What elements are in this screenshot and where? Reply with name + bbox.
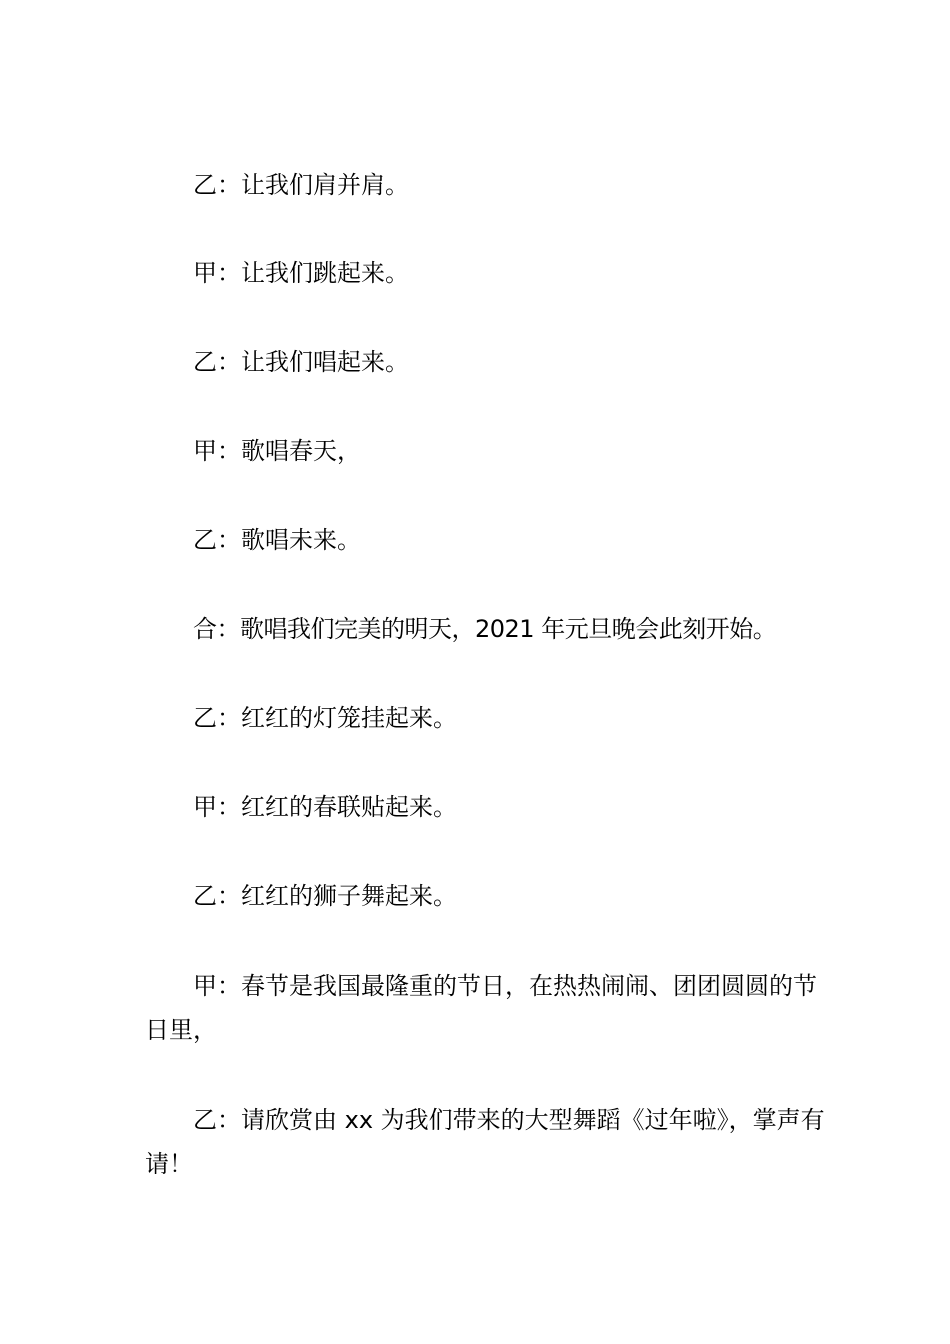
dialogue-line: 乙：让我们肩并肩。 — [193, 171, 409, 199]
dialogue-line: 乙：歌唱未来。 — [193, 526, 361, 554]
dialogue-line: 甲：春节是我国最隆重的节日，在热热闹闹、团团圆圆的节日里， — [145, 972, 817, 1044]
dialogue-line: 乙：红红的灯笼挂起来。 — [193, 704, 457, 732]
dialogue-line: 乙：让我们唱起来。 — [193, 348, 409, 376]
dialogue-line: 乙：请欣赏由 xx 为我们带来的大型舞蹈《过年啦》，掌声有请！ — [145, 1106, 825, 1178]
dialogue-line: 合：歌唱我们完美的明天，2021 年元旦晚会此刻开始。 — [193, 615, 777, 643]
dialogue-line: 甲：红红的春联贴起来。 — [193, 793, 457, 821]
dialogue-line: 甲：让我们跳起来。 — [193, 259, 409, 287]
dialogue-line: 乙：红红的狮子舞起来。 — [193, 882, 457, 910]
dialogue-line: 甲：歌唱春天， — [193, 437, 361, 465]
